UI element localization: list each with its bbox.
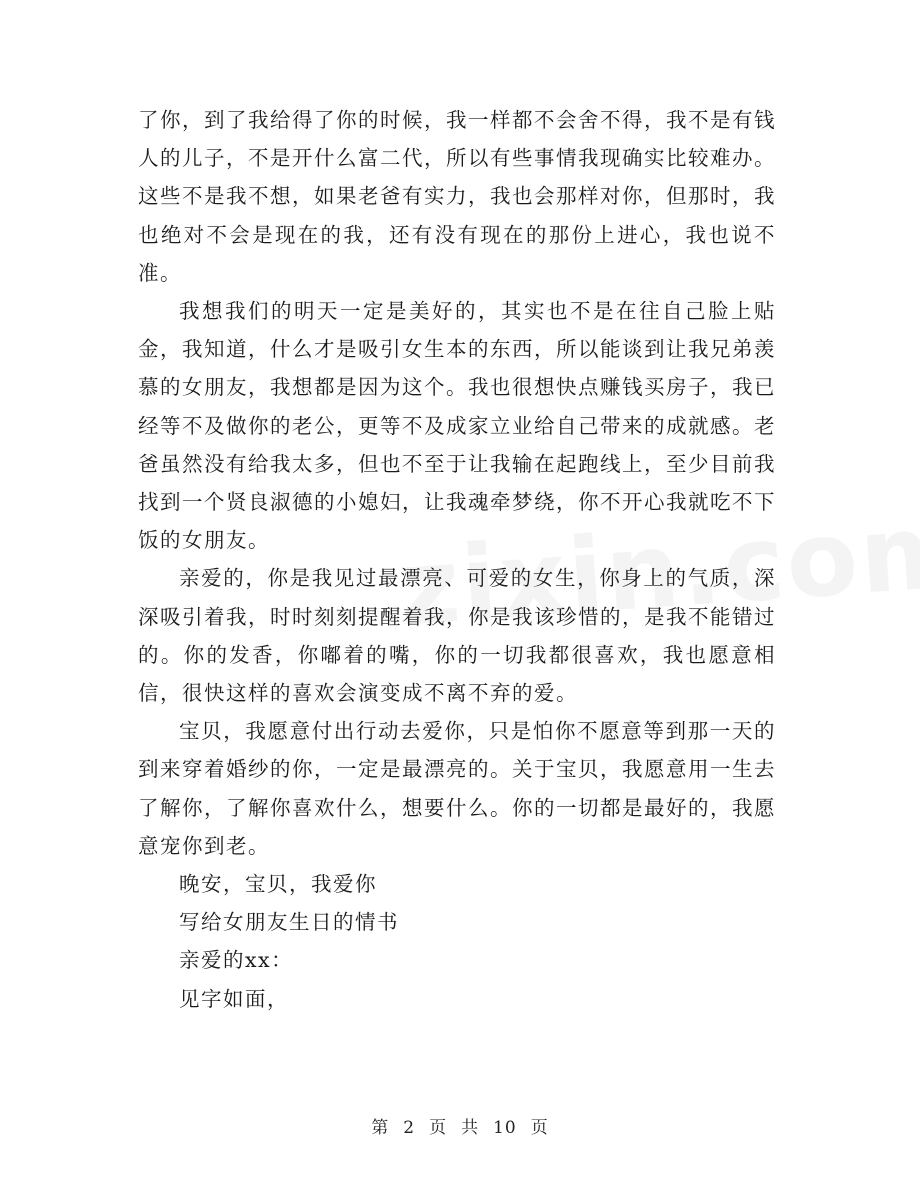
footer-total-pages: 10	[493, 1118, 517, 1138]
footer-total-label: 共	[461, 1118, 480, 1138]
opening-line: 见字如面，	[179, 986, 289, 1011]
footer-total-unit: 页	[530, 1118, 549, 1138]
paragraph-1: 了你，到了我给得了你的时候，我一样都不会舍不得，我不是有钱人的儿子，不是开什么富二代，所以有些事情我现确实比较难办。这些不是我不想，如果老爸有实力，我也会那样对你，但那时，我也绝对不会是现在的我，还有没有现在的那份上进心，我也说不准。	[138, 108, 776, 285]
page-footer	[0, 1113, 920, 1138]
salutation: 亲爱的xx：	[179, 948, 294, 973]
footer-current-page: 2	[403, 1118, 416, 1138]
paragraph-2: 我想我们的明天一定是美好的，其实也不是在往自己脸上贴金，我知道，什么才是吸引女生本的东西，所以能谈到让我兄弟羡慕的女朋友，我想都是因为这个。我也很想快点赚钱买房子，我已经等不及做你的老公，更等不及成家立业给自己带来的成就感。老爸虽然没有给我太多，但也不至于让我输在起跑线上，至少目前我找到一个贤良淑德的小媳妇，让我魂牵梦绕，你不开心我就吃不下饭的女朋友。	[138, 299, 776, 553]
footer-page-unit: 页	[429, 1118, 448, 1138]
closing-line: 晚安，宝贝，我爱你	[179, 872, 377, 897]
section-title: 写给女朋友生日的情书	[179, 910, 399, 935]
paragraph-3: 亲爱的，你是我见过最漂亮、可爱的女生，你身上的气质，深深吸引着我，时时刻刻提醒着我，你是我该珍惜的，是我不能错过的。你的发香，你嘟着的嘴，你的一切我都很喜欢，我也愿意相信，很快这样的喜欢会演变成不离不弃的爱。	[138, 566, 776, 706]
document-body	[138, 101, 776, 1018]
footer-page-label: 第	[371, 1118, 390, 1138]
paragraph-4: 宝贝，我愿意付出行动去爱你，只是怕你不愿意等到那一天的到来穿着婚纱的你，一定是最漂亮的。关于宝贝，我愿意用一生去了解你，了解你喜欢什么，想要什么。你的一切都是最好的，我愿意宠你到老。	[138, 719, 776, 858]
